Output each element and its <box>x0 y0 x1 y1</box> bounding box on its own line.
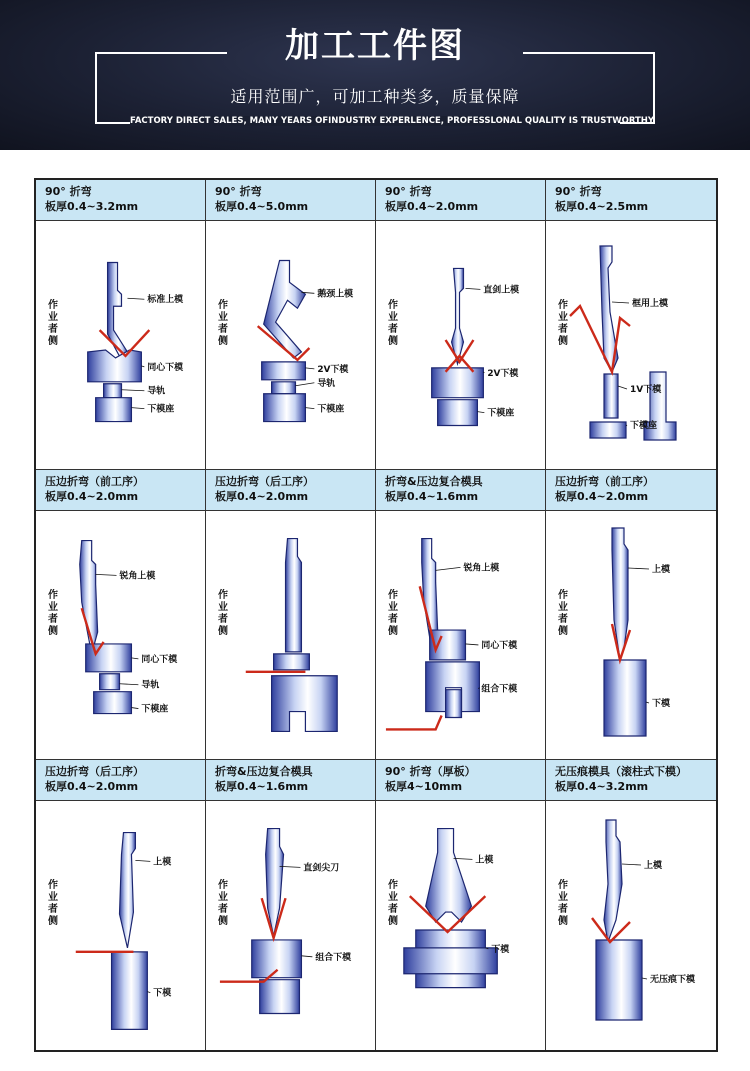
label-lower-die-leader <box>301 956 312 957</box>
label-lower-die: 1V下模 <box>630 385 662 395</box>
die-diagram <box>206 512 375 760</box>
label-upper-die: 框用上模 <box>632 299 669 309</box>
cell-title: 90° 折弯 <box>215 185 262 198</box>
die-base <box>264 394 306 422</box>
operator-side-label: 作业者侧 <box>218 590 228 637</box>
cell-header <box>376 470 545 511</box>
label-lower-die: 同心下模 <box>147 362 184 373</box>
die-diagram <box>546 222 716 470</box>
cell-title: 压边折弯（前工序） <box>45 475 144 488</box>
cell-title: 90° 折弯 <box>385 185 432 198</box>
combo-insert <box>446 690 462 718</box>
cell-spec: 板厚0.4~3.2mm <box>555 780 649 793</box>
label-lower-die: 2V下模 <box>487 368 519 379</box>
cell-title: 压边折弯（后工序） <box>45 765 144 778</box>
die-base <box>590 422 626 438</box>
guide-rail <box>272 382 296 394</box>
label-guide-rail-leader <box>121 390 144 391</box>
operator-side-label: 作业者侧 <box>558 880 568 927</box>
die-diagram <box>376 222 545 470</box>
operator-side-label: 作业者侧 <box>558 590 568 637</box>
label-lower-die-leader <box>305 368 314 369</box>
operator-side-label: 作业者侧 <box>48 300 58 347</box>
label-guide-rail-leader <box>295 383 314 386</box>
label-upper-die-leader <box>465 288 480 289</box>
label-upper-die-leader <box>96 574 117 575</box>
cell-spec: 板厚0.4~2.0mm <box>45 780 139 793</box>
sheet-metal <box>570 306 630 372</box>
cell-title: 90° 折弯（厚板） <box>385 765 476 778</box>
cell-header <box>206 470 375 511</box>
label-upper-die: 上模 <box>644 861 663 871</box>
upper-die <box>604 820 622 942</box>
cell-title: 无压痕模具（滚柱式下模） <box>555 765 687 778</box>
operator-side-label: 作业者侧 <box>48 590 58 637</box>
guide-rail <box>104 384 122 398</box>
lower-die <box>604 660 646 736</box>
label-upper-die: 上模 <box>475 855 494 866</box>
label-die-base-leader <box>477 412 484 413</box>
cell-title: 折弯&压边复合模具 <box>215 765 313 778</box>
die-diagram <box>546 802 716 1050</box>
gooseneck-upper-die <box>264 261 306 358</box>
upper-die <box>108 262 128 359</box>
cell-header <box>546 180 716 221</box>
label-upper-die: 锐角上模 <box>119 571 156 582</box>
label-upper-die: 上模 <box>153 857 172 868</box>
label-die-base-leader <box>131 408 144 409</box>
lower-die <box>86 644 132 672</box>
label-die-base: 下模座 <box>317 404 345 415</box>
cell-8 <box>546 470 716 760</box>
cell-spec: 板厚0.4~2.0mm <box>385 200 479 213</box>
label-die-base-leader <box>131 708 138 709</box>
die-diagram <box>376 512 545 760</box>
label-guide-rail-leader <box>120 684 139 685</box>
die-base <box>438 400 478 426</box>
cell-12 <box>546 760 716 1050</box>
cell-11 <box>376 760 546 1050</box>
cell-title: 90° 折弯 <box>45 185 92 198</box>
upper-die <box>120 833 136 948</box>
operator-side-label: 作业者侧 <box>558 300 568 347</box>
label-lower-die-leader <box>465 644 478 645</box>
lower-die <box>432 368 484 398</box>
cell-header <box>546 760 716 801</box>
die-diagram <box>206 222 375 470</box>
label-upper-die-leader <box>127 298 144 299</box>
label-combo-die: 组合下模 <box>481 684 518 695</box>
die-diagram <box>36 802 205 1050</box>
lower-die <box>262 362 306 380</box>
banner-subtitle: 适用范围广，可加工种类多，质量保障 <box>230 87 520 106</box>
label-upper-die-leader <box>628 568 649 569</box>
label-upper-die: 鹅颈上模 <box>317 289 354 300</box>
cell-title: 压边折弯（后工序） <box>215 475 314 488</box>
cell-spec: 板厚0.4~5.0mm <box>215 200 309 213</box>
die-diagram <box>546 512 716 760</box>
guide-rail <box>100 674 120 690</box>
die-diagram <box>376 802 545 1050</box>
lower-block <box>260 980 300 1014</box>
cell-header <box>376 760 545 801</box>
label-upper-die: 锐角上模 <box>463 563 500 574</box>
cell-spec: 板厚0.4~1.6mm <box>215 780 309 793</box>
cell-header <box>36 470 205 511</box>
label-lower-die: 同心下模 <box>141 654 178 665</box>
straight-upper-die <box>452 268 464 363</box>
label-lower-die-leader <box>618 386 627 389</box>
lower-die <box>604 374 618 418</box>
label-lower-die: 组合下模 <box>315 952 352 963</box>
label-lower-die-leader <box>131 658 138 659</box>
label-guide-rail: 导轨 <box>317 378 336 389</box>
die-diagram <box>36 512 205 760</box>
cell-spec: 板厚0.4~2.0mm <box>45 490 139 503</box>
label-upper-die: 标准上模 <box>147 295 184 306</box>
operator-side-label: 作业者侧 <box>388 300 398 347</box>
label-die-base: 下模座 <box>630 421 658 431</box>
label-upper-die-leader <box>622 864 641 865</box>
cell-9 <box>36 760 206 1050</box>
upper-die <box>426 829 472 922</box>
operator-side-label: 作业者侧 <box>218 880 228 927</box>
cell-spec: 板厚0.4~3.2mm <box>45 200 139 213</box>
label-upper-die-leader <box>436 567 461 570</box>
die-base <box>96 398 132 422</box>
label-upper-die: 直剑尖刀 <box>303 863 340 874</box>
die-diagram <box>36 222 205 470</box>
cell-header <box>36 180 205 221</box>
header-banner <box>0 0 750 150</box>
cell-spec: 板厚0.4~2.0mm <box>555 490 649 503</box>
cell-spec: 板厚0.4~1.6mm <box>385 490 479 503</box>
label-guide-rail: 导轨 <box>141 680 160 691</box>
cell-title: 折弯&压边复合模具 <box>385 475 483 488</box>
operator-side-label: 作业者侧 <box>48 880 58 927</box>
label-lower-die: 2V下模 <box>317 364 349 375</box>
cell-header <box>546 470 716 511</box>
label-lower-die: 下模 <box>652 699 671 709</box>
cell-2 <box>206 180 376 470</box>
cell-10 <box>206 760 376 1050</box>
cell-spec: 板厚0.4~2.5mm <box>555 200 649 213</box>
cell-header <box>36 760 205 801</box>
workpiece-grid <box>34 178 718 1052</box>
label-upper-die-leader <box>612 302 629 303</box>
lower-die-shoulder <box>404 948 497 974</box>
label-upper-die: 直剑上模 <box>483 285 520 296</box>
cell-spec: 板厚0.4~2.0mm <box>215 490 309 503</box>
label-lower-die: 下模 <box>491 944 510 955</box>
no-mark-lower-die <box>596 940 642 1020</box>
acute-upper-die <box>80 541 98 654</box>
banner-english-tagline: FACTORY DIRECT SALES, MANY YEARS OFINDUSTRY EXPERLENCE, PROFESSLONAL QUALITY IS TRUSTWORTHY <box>130 116 655 126</box>
lower-die <box>88 350 142 382</box>
cell-title: 90° 折弯 <box>555 185 602 198</box>
operator-side-label: 作业者侧 <box>388 880 398 927</box>
cell-header <box>376 180 545 221</box>
label-die-base-leader <box>305 408 314 409</box>
lower-die <box>272 676 338 732</box>
cell-title: 压边折弯（前工序） <box>555 475 654 488</box>
cell-header <box>206 760 375 801</box>
label-guide-rail: 导轨 <box>147 386 166 397</box>
label-upper-die: 上模 <box>652 565 671 575</box>
cell-5 <box>36 470 206 760</box>
label-lower-die: 下模 <box>153 988 172 999</box>
label-lower-die: 无压痕下模 <box>650 975 696 985</box>
cell-1 <box>36 180 206 470</box>
die-base <box>94 692 132 714</box>
cell-spec: 板厚4~10mm <box>385 780 463 793</box>
cell-7 <box>376 470 546 760</box>
flattening-die <box>274 654 310 670</box>
cell-6 <box>206 470 376 760</box>
label-die-base: 下模座 <box>487 408 515 419</box>
label-lower-die-leader <box>642 978 647 979</box>
label-die-base: 下模座 <box>141 704 169 715</box>
operator-side-label: 作业者侧 <box>388 590 398 637</box>
banner-title: 加工工件图 <box>285 26 465 66</box>
cell-4 <box>546 180 716 470</box>
label-lower-die: 同心下模 <box>481 640 518 651</box>
cell-header <box>206 180 375 221</box>
label-upper-die-leader <box>135 860 150 861</box>
operator-side-label: 作业者侧 <box>218 300 228 347</box>
cell-3 <box>376 180 546 470</box>
label-die-base: 下模座 <box>147 404 175 415</box>
upper-die <box>286 539 302 652</box>
die-diagram <box>206 802 375 1050</box>
lower-die <box>112 952 148 1030</box>
